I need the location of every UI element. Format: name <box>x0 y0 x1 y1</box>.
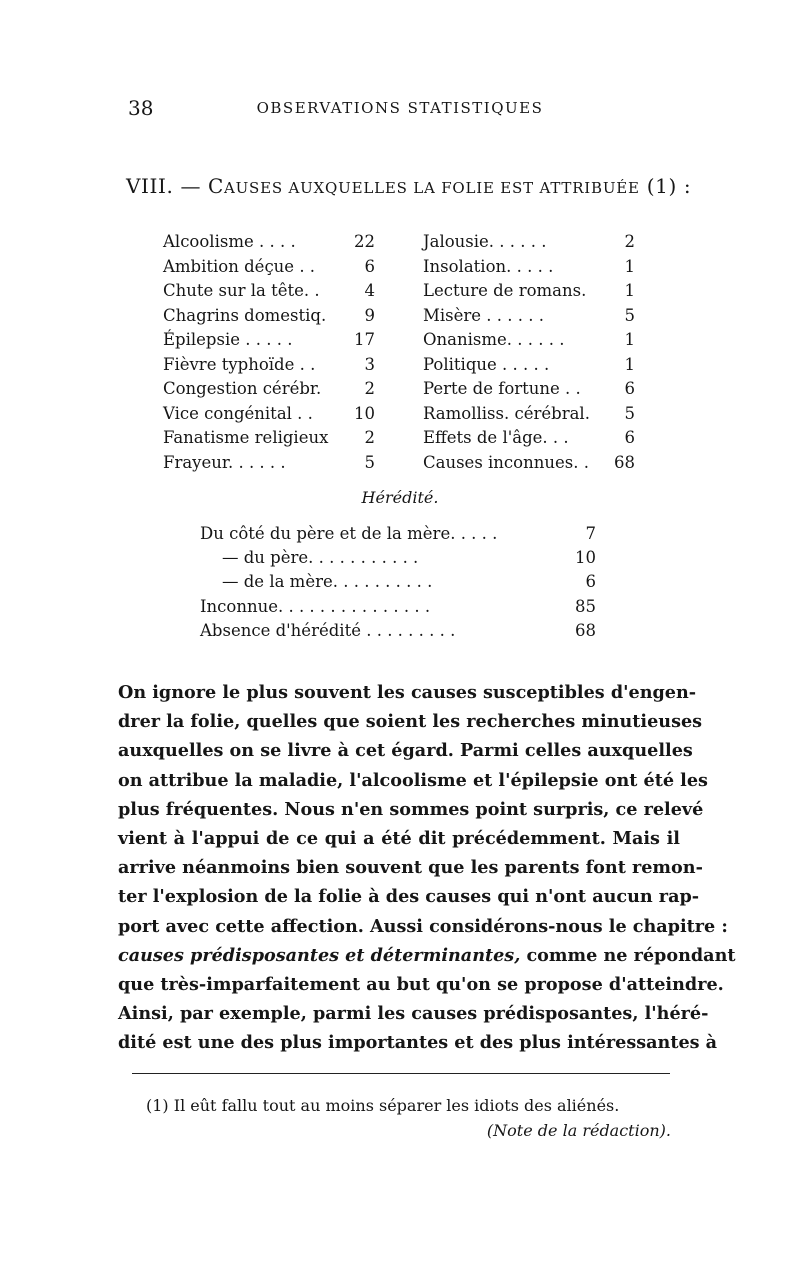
text-line: vient à l'appui de ce qui a été dit précédemment. Mais il <box>118 828 680 850</box>
cause-row <box>163 306 643 331</box>
heredity-row <box>200 621 610 645</box>
text-line: ter l'explosion de la folie à des causes qui n'ont aucun rap- <box>118 886 700 908</box>
heredity-count: 10 <box>575 548 596 568</box>
cause-label: Ambition déçue . . <box>163 256 316 276</box>
cause-count: 68 <box>614 452 635 472</box>
cause-count: 2 <box>624 232 635 251</box>
heredity-label: — de la mère. . . . . . . . . . <box>222 572 433 592</box>
cause-row <box>163 232 643 257</box>
running-head: OBSERVATIONS STATISTIQUES <box>256 99 544 117</box>
section-title-initial: C <box>208 174 224 198</box>
cause-count: 10 <box>354 403 375 423</box>
body-paragraph <box>118 678 736 1058</box>
text-line: port avec cette affection. Aussi considérons-nous le chapitre : <box>118 915 728 937</box>
text-line: On ignore le plus souvent les causes susceptibles d'engen- <box>118 682 697 703</box>
cause-label: Lecture de romans. <box>423 281 587 300</box>
cause-row <box>163 379 643 404</box>
footnote-credit: (Note de la rédaction). <box>486 1121 671 1140</box>
text-line: dité est une des plus importantes et des plus intéressantes à <box>118 1032 718 1054</box>
cause-count: 22 <box>354 232 375 251</box>
section-footnote-mark: (1) : <box>646 174 692 198</box>
cause-label: Effets de l'âge. . . <box>423 428 569 447</box>
cause-count: 17 <box>354 330 375 349</box>
heredity-title: Hérédité. <box>361 488 439 507</box>
cause-count: 5 <box>624 403 635 423</box>
footnote-text: (1) Il eût fallu tout au moins séparer les idiots des aliénés. <box>146 1096 620 1115</box>
cause-label: Onanisme. . . . . . <box>423 330 565 349</box>
text-line: drer la folie, quelles que soient les recherches minutieuses <box>118 711 703 733</box>
cause-count: 6 <box>364 256 375 276</box>
cause-label: Misère . . . . . . <box>423 305 544 325</box>
cause-count: 9 <box>364 305 375 325</box>
footnote-divider <box>132 1073 670 1074</box>
cause-label: Causes inconnues. . <box>423 452 589 472</box>
heredity-count: 6 <box>585 572 596 592</box>
cause-count: 1 <box>624 354 635 374</box>
cause-count: 5 <box>364 452 375 472</box>
cause-label: Chagrins domestiq. <box>163 305 327 325</box>
text-line-italic <box>118 941 736 970</box>
cause-count: 3 <box>364 354 375 374</box>
text-line: Ainsi, par exemple, parmi les causes prédisposantes, l'héré- <box>118 1003 709 1025</box>
heredity-label: — du père. . . . . . . . . . . <box>222 548 419 568</box>
cause-label: Perte de fortune . . <box>423 379 581 398</box>
heredity-count: 7 <box>585 524 596 543</box>
cause-row <box>163 453 643 478</box>
text-line: on attribue la maladie, l'alcoolisme et l'épilepsie ont été les <box>118 769 708 791</box>
heredity-row <box>200 572 610 596</box>
cause-count: 6 <box>624 428 635 447</box>
text-line: auxquelles on se livre à cet égard. Parmi celles auxquelles <box>118 740 693 762</box>
page-number: 38 <box>128 96 154 120</box>
cause-label: Politique . . . . . <box>423 354 550 374</box>
cause-count: 4 <box>364 281 375 300</box>
section-title <box>126 174 692 198</box>
heredity-label: Inconnue. . . . . . . . . . . . . . . <box>200 596 431 616</box>
italic-line-rest: comme ne répondant <box>520 944 736 966</box>
cause-label: Alcoolisme . . . . <box>163 232 296 251</box>
heredity-label: Absence d'hérédité . . . . . . . . . <box>200 620 456 640</box>
cause-count: 2 <box>364 379 375 398</box>
cause-row <box>163 355 643 380</box>
cause-row <box>163 330 643 355</box>
heredity-row <box>200 597 610 621</box>
cause-row <box>163 281 643 306</box>
causes-table <box>163 232 643 477</box>
cause-label: Congestion cérébr. <box>163 379 322 398</box>
heredity-count: 68 <box>575 620 596 640</box>
cause-label: Ramolliss. cérébral. <box>423 403 590 423</box>
cause-row <box>163 404 643 429</box>
heredity-label: Du côté du père et de la mère. . . . . <box>200 524 498 543</box>
section-title-text: AUSES AUXQUELLES LA FOLIE EST ATTRIBUÉE <box>223 179 640 197</box>
heredity-table <box>200 524 610 645</box>
cause-count: 6 <box>624 379 635 398</box>
cause-label: Chute sur la tête. . <box>163 281 320 300</box>
cause-row <box>163 428 643 453</box>
cause-label: Vice congénital . . <box>163 403 313 423</box>
cause-row <box>163 257 643 282</box>
cause-count: 5 <box>624 305 635 325</box>
text-line: que très-imparfaitement au but qu'on se propose d'atteindre. <box>118 974 724 996</box>
cause-label: Frayeur. . . . . . <box>163 452 286 472</box>
cause-count: 1 <box>624 256 635 276</box>
cause-label: Fièvre typhoïde . . <box>163 354 316 374</box>
text-line: plus fréquentes. Nous n'en sommes point surpris, ce relevé <box>118 798 704 820</box>
heredity-row <box>200 548 610 572</box>
cause-count: 1 <box>624 281 635 300</box>
cause-count: 1 <box>624 330 635 349</box>
cause-label: Épilepsie . . . . . <box>163 330 293 349</box>
heredity-count: 85 <box>575 596 596 616</box>
cause-count: 2 <box>364 428 375 447</box>
page-header <box>128 96 672 122</box>
footnote <box>146 1096 671 1140</box>
text-line: arrive néanmoins bien souvent que les parents font remon- <box>118 857 703 879</box>
section-number: VIII. — <box>126 174 202 198</box>
cause-label: Insolation. . . . . <box>423 256 554 276</box>
italic-phrase: causes prédisposantes et déterminantes, <box>118 944 521 966</box>
cause-label: Fanatisme religieux <box>163 428 329 447</box>
heredity-row <box>200 524 610 548</box>
cause-label: Jalousie. . . . . . <box>423 232 547 251</box>
